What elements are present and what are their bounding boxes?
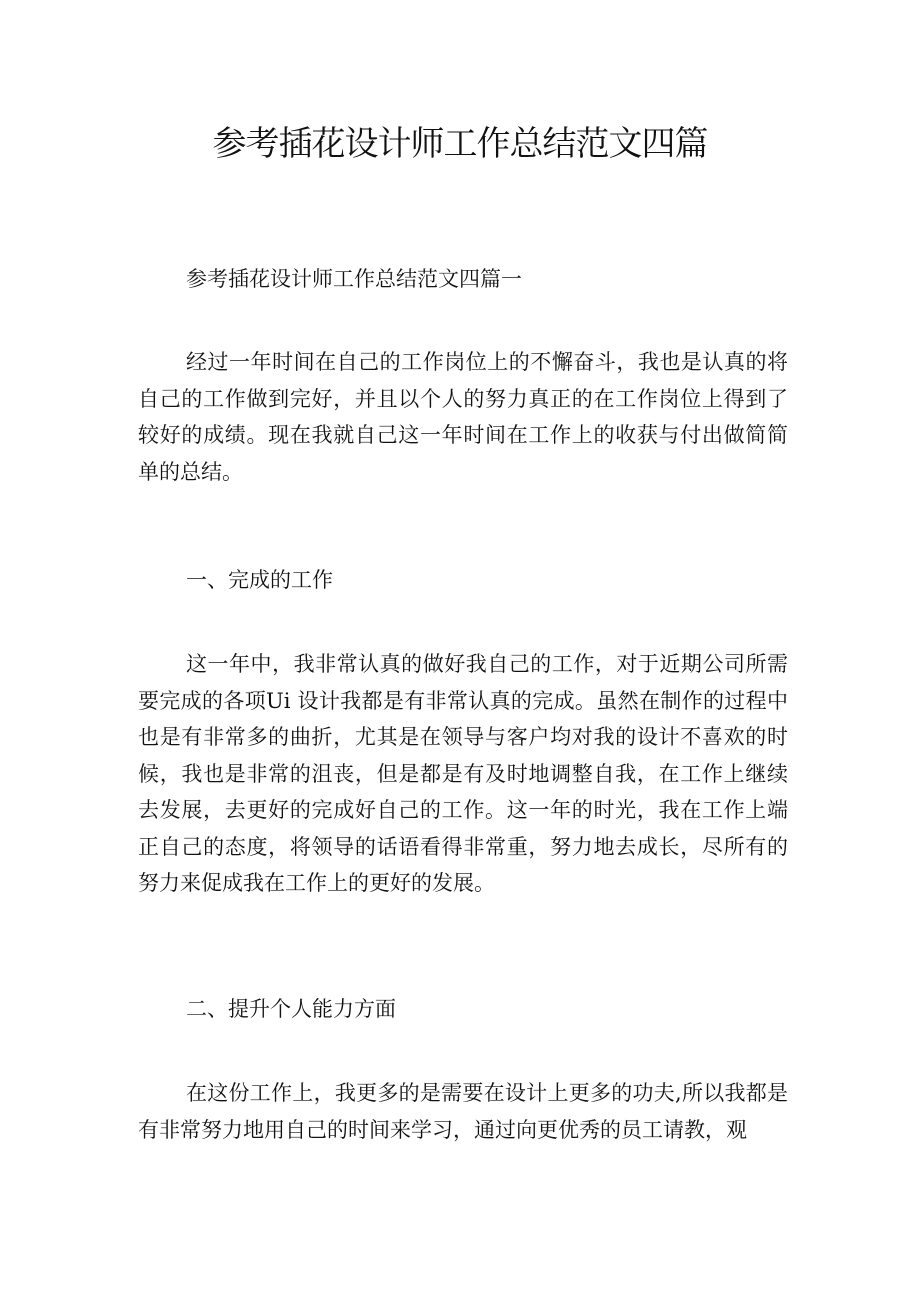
subtitle: 参考插花设计师工作总结范文四篇一 — [186, 267, 522, 291]
paragraph-ability-improvement: 在这份工作上，我更多的是需要在设计上更多的功夫,所以我都是有非常努力地用自己的时间来学习，通过向更优秀的员工请教，观 — [138, 1081, 788, 1142]
paragraph-completed-work: 这一年中，我非常认真的做好我自己的工作，对于近期公司所需要完成的各项Ui 设计我都是有非常认真的完成。虽然在制作的过程中也是有非常多的曲折，尤其是在领导与客户均对我的设计不喜欢的时候，我也是非常的沮丧，但是都是有及时地调整自我，在工作上继续去发展，去更好的完成好自己的工作。这一年的时光，我在工作上端正自己的态度，将领导的话语看得非常重，努力地去成长，尽所有的努力来促成我在工作上的更好的发展。 — [138, 652, 788, 895]
section-heading-ability-improvement: 二、提升个人能力方面 — [186, 997, 396, 1021]
paragraph-intro: 经过一年时间在自己的工作岗位上的不懈奋斗，我也是认真的将自己的工作做到完好，并且以个人的努力真正的在工作岗位上得到了较好的成绩。现在我就自己这一年时间在工作上的收获与付出做简简单的总结。 — [138, 350, 788, 484]
document-title: 参考插花设计师工作总结范文四篇 — [212, 124, 708, 164]
section-heading-completed-work: 一、完成的工作 — [186, 568, 333, 592]
